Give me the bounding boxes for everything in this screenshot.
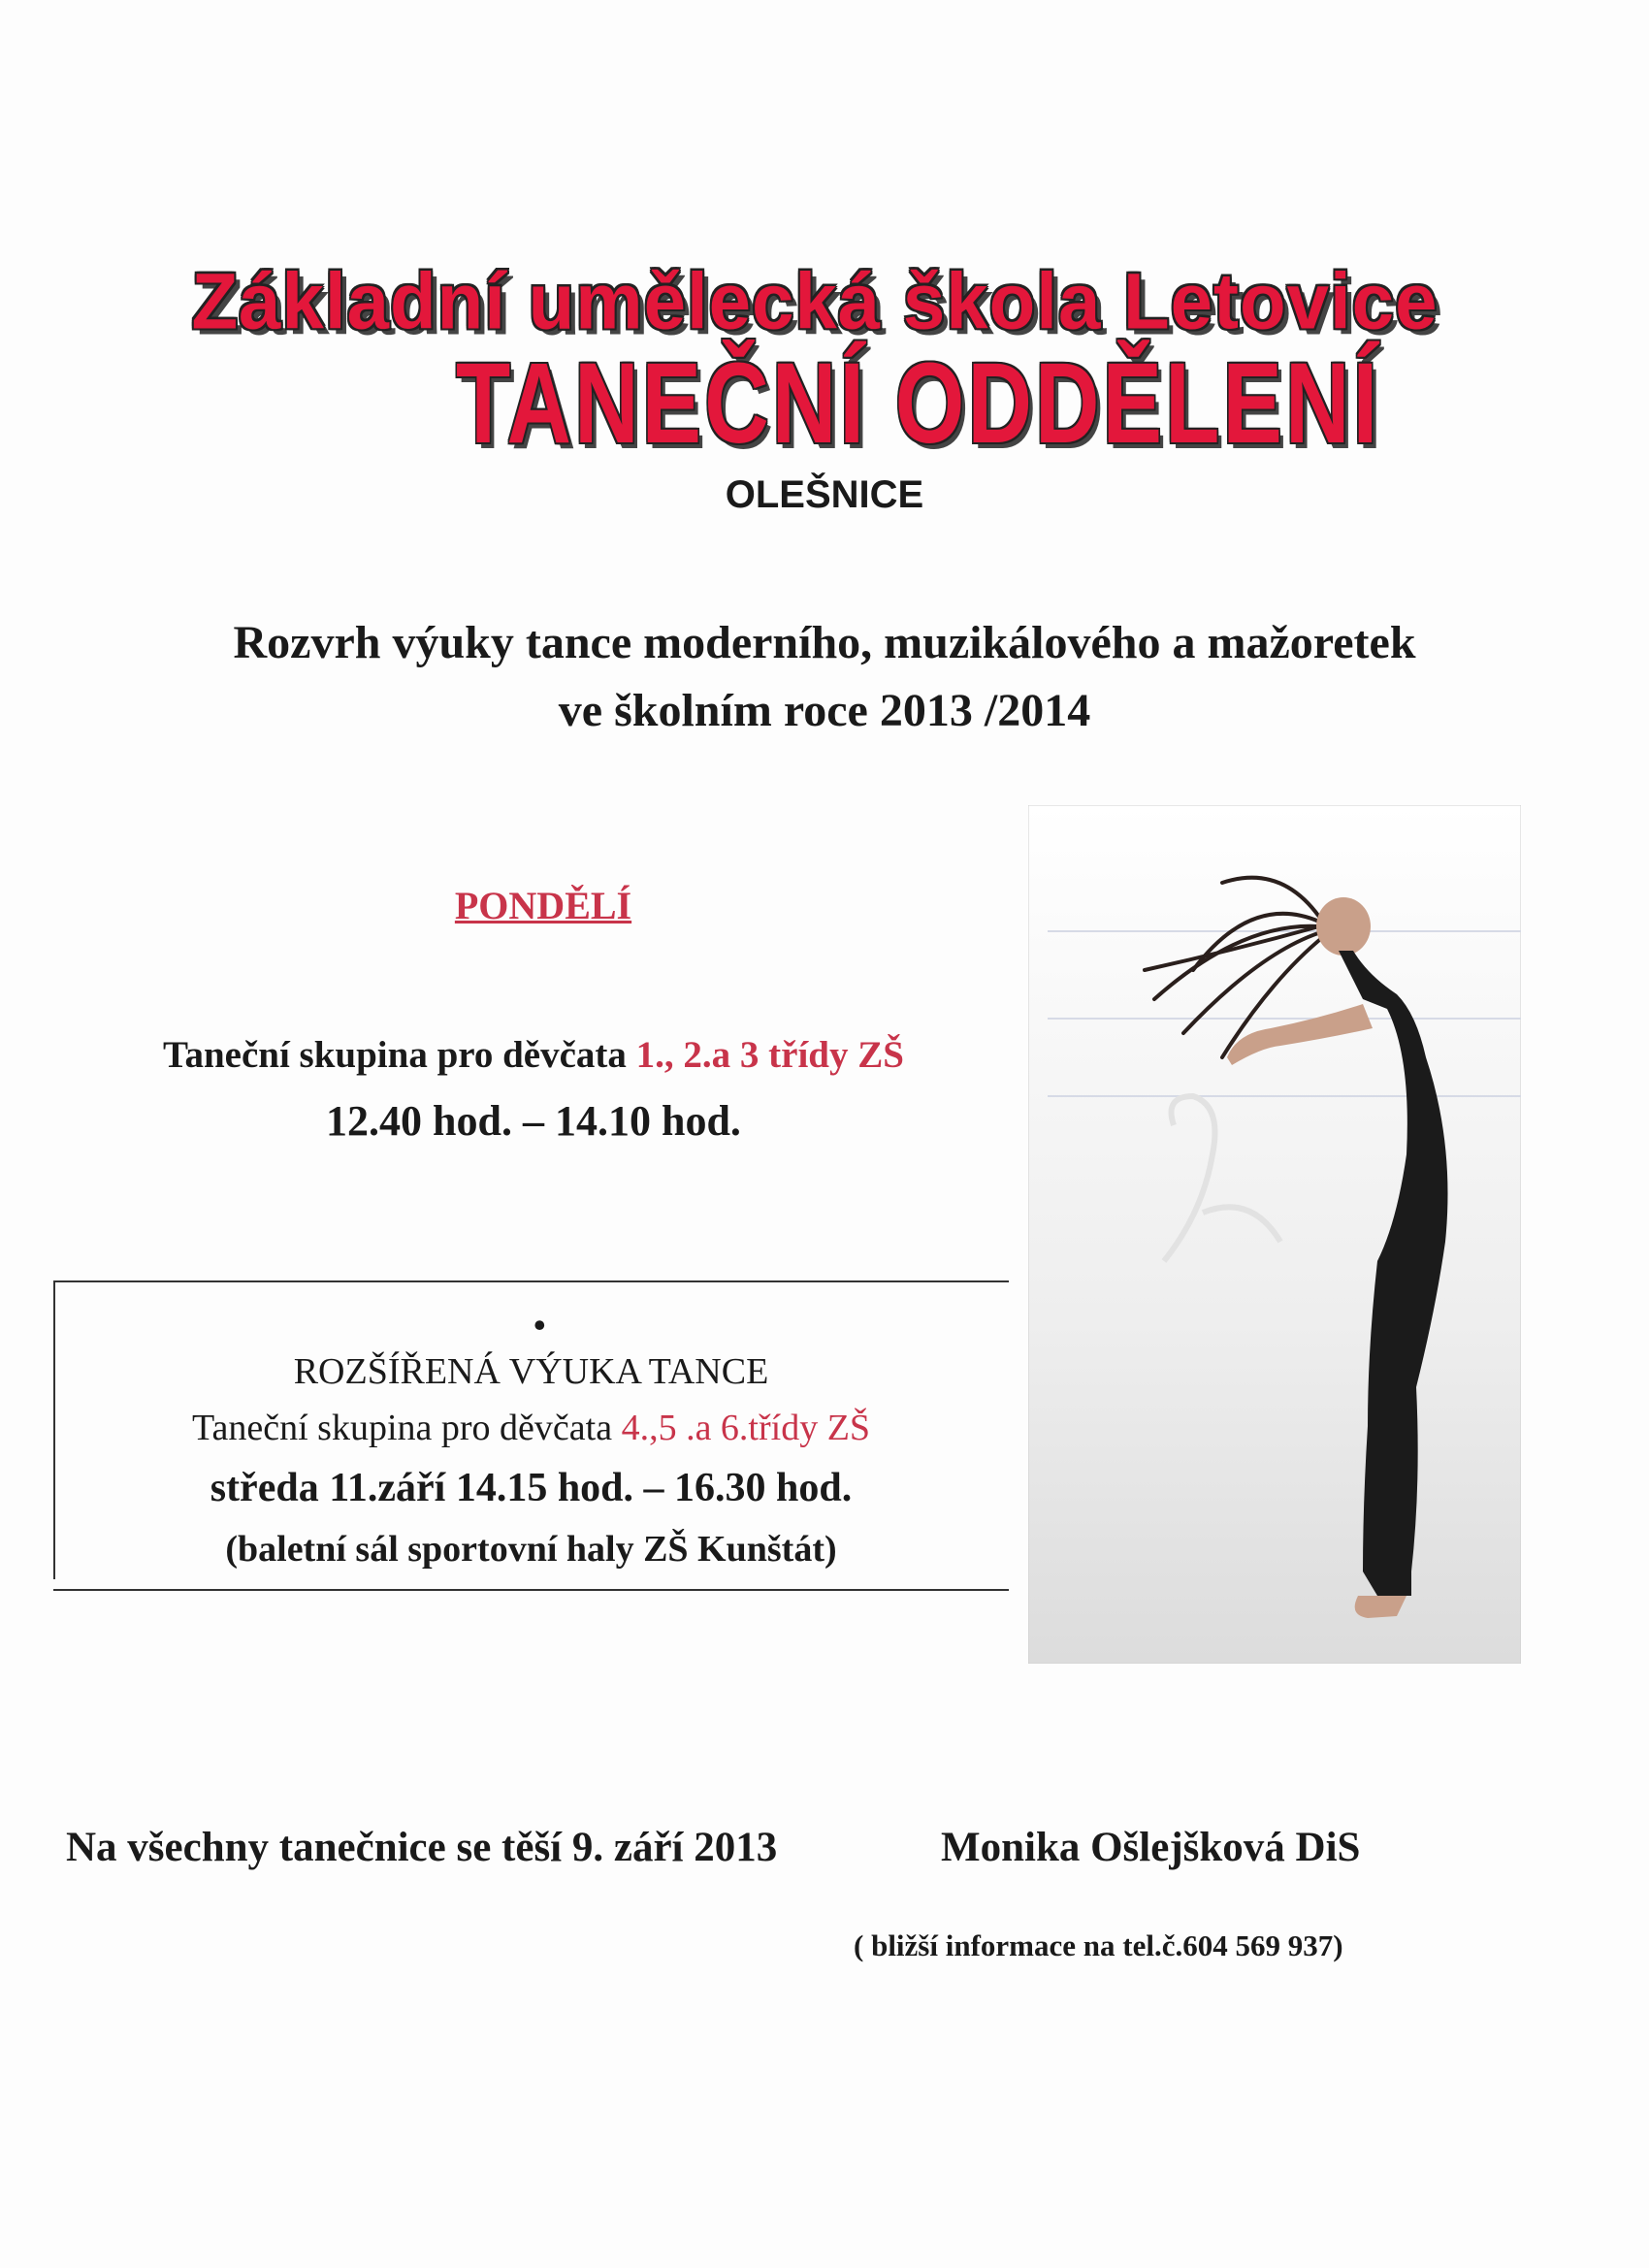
monday-group-line [97,1033,970,1077]
extended-place: (baletní sál sportovní haly ZŠ Kunštát) [225,1529,837,1570]
monday-group-prefix: Taneční skupina pro děvčata [163,1034,636,1076]
monday-time: 12.40 hod. – 14.10 hod. [326,1097,741,1145]
extended-time: středa 11.září 14.15 hod. – 16.30 hod. [210,1466,853,1510]
bullet: • [534,1306,546,1345]
extended-group-classes: 4.,5 .a 6.třídy ZŠ [621,1408,871,1448]
monday-heading: PONDĚLÍ [454,884,632,927]
school-name-banner: Základní umělecká škola Letovice [191,255,1439,346]
footer-name: Monika Ošlejšková DiS [941,1825,1361,1870]
location-label: OLEŠNICE [725,473,924,516]
department-title-banner: TANEČNÍ ODDĚLENÍ [456,340,1381,468]
extended-group-prefix: Taneční skupina pro děvčata [191,1408,622,1448]
schedule-title-line2: ve školním roce 2013 /2014 [558,685,1091,736]
extended-title: ROZŠÍŘENÁ VÝUKA TANCE [293,1351,769,1392]
schedule-title-line1: Rozvrh výuky tance moderního, muzikálového a mažoretek [233,617,1416,668]
monday-group-classes: 1., 2.a 3 třídy ZŠ [635,1034,904,1076]
contact-info: ( bližší informace na tel.č.604 569 937) [854,1928,1343,1962]
dancer-photo [1028,805,1521,1664]
extended-box-top-border [53,1280,1009,1282]
extended-group-line [53,1407,1009,1449]
extended-box-bottom-border [53,1589,1009,1591]
footer-text: Na všechny tanečnice se těší 9. září 2013 [66,1825,778,1870]
